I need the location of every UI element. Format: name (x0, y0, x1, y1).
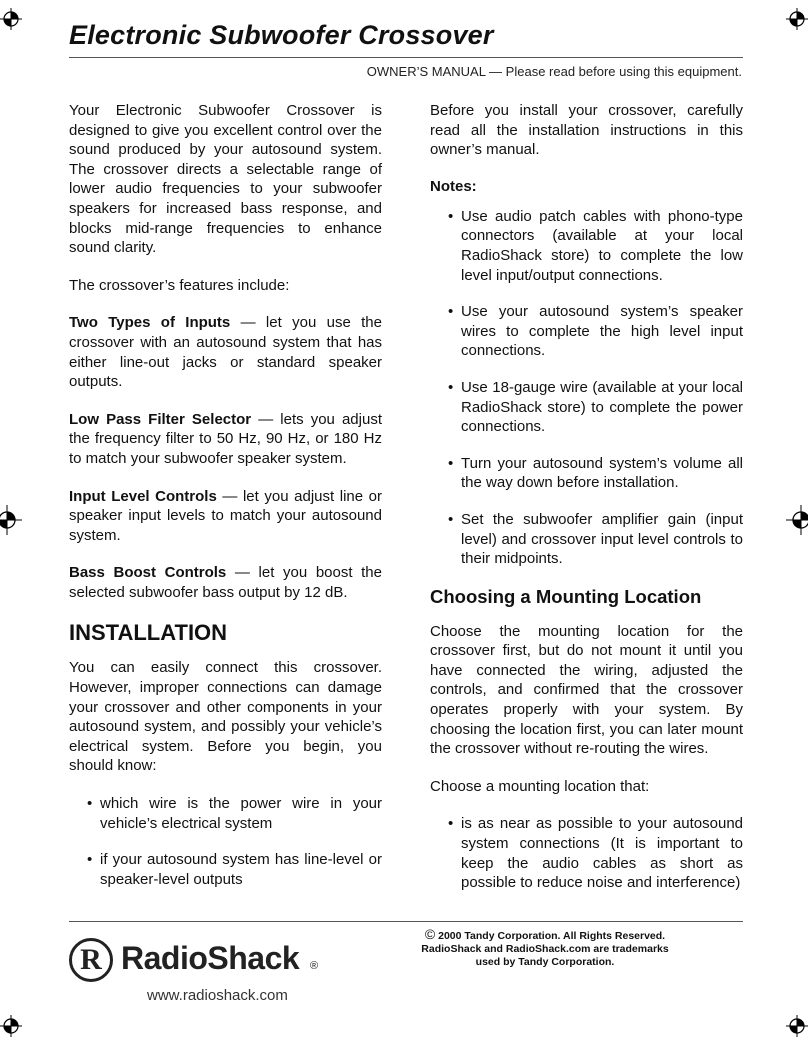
feature-lead: Low Pass Filter Selector (69, 410, 252, 428)
copyright-icon: © (424, 926, 436, 942)
notes-heading: Notes: (430, 177, 477, 195)
feature-lead: Two Types of Inputs (69, 314, 231, 332)
registered-mark: ® (310, 960, 319, 972)
registration-mark-icon (0, 505, 22, 535)
page-title: Electronic Subwoofer Crossover (69, 20, 494, 50)
registration-mark-icon (0, 8, 22, 30)
bullet-icon: • (448, 303, 454, 321)
registration-mark-icon (786, 1015, 808, 1037)
header-rule (69, 57, 743, 58)
bullet-icon: • (448, 207, 454, 225)
list-item: • if your autosound system has line-level or speaker-level outputs (87, 851, 382, 888)
mounting-paragraph: Choose the mounting location for the crossover first, but do not mount it until you have connected the wiring, adjusted the controls, and confirmed that the crossover operates properly with your system. By choosing the location first, you can later mount the crossover without re-routing the wires. (430, 622, 743, 758)
left-column (69, 101, 382, 906)
legal-notice (410, 928, 680, 969)
intro-paragraph: Your Electronic Subwoofer Crossover is designed to give you excellent control over the sound produced by your autosound system. The crossover directs a selectable range of lower audio frequencies to your subwoofer speakers for increased bass response, and blocks mid-range frequencies to enhance sound clarity. (69, 102, 382, 257)
bullet-icon: • (87, 795, 93, 813)
registration-mark-icon (786, 8, 808, 30)
copyright-line: © 2000 Tandy Corporation. All Rights Reserved. (424, 926, 666, 942)
list-item: • is as near as possible to your autosound system connections (It is important to keep the audio cables as short as possible to reduce noise and interference) (448, 815, 743, 892)
bullet-icon: • (448, 815, 454, 833)
radioshack-r-icon: R (69, 938, 113, 982)
list-item: • Use audio patch cables with phono-type connectors (available at your local RadioShack store) to complete the low level input/output connections. (448, 207, 743, 284)
page-subtitle: OWNER’S MANUAL — Please read before using this equipment. (366, 64, 742, 79)
know-list (69, 794, 382, 889)
mounting-heading: Choosing a Mounting Location (430, 585, 702, 607)
list-item: • Turn your autosound system’s volume all the way down before installation. (448, 454, 743, 492)
radioshack-logo (69, 934, 329, 1004)
feature-text: — lets you adjust the frequency filter to 50 Hz, 90 Hz, or 180 Hz to match your subwoofer speaker system. (69, 410, 382, 467)
footer-rule (69, 921, 743, 922)
logo-url: www.radioshack.com (147, 987, 288, 1004)
right-column (430, 101, 743, 910)
before-paragraph: Before you install your crossover, carefully read all the installation instructions in this owner’s manual. (430, 102, 743, 159)
registration-mark-icon (786, 505, 808, 535)
feature-paragraph (69, 410, 382, 469)
feature-text: — let you boost the selected subwoofer bass output by 12 dB. (69, 564, 382, 601)
features-intro: The crossover’s features include: (69, 276, 290, 294)
notes-list (430, 207, 743, 569)
installation-paragraph: You can easily connect this crossover. However, improper connections can damage your crossover and other components in your autosound system, and possibly your vehicle’s electrical system. Before you begin, you should know: (69, 659, 382, 775)
feature-paragraph (69, 487, 382, 546)
bullet-icon: • (87, 851, 93, 869)
mounting-intro: Choose a mounting location that: (430, 777, 650, 795)
registration-mark-icon (0, 1015, 22, 1037)
feature-text: — let you use the crossover with an autosound system that has either line-out jacks or standard speaker outputs. (69, 314, 382, 391)
feature-paragraph (69, 313, 382, 391)
bullet-icon: • (448, 454, 454, 472)
logo-name: RadioShack (121, 940, 300, 976)
list-item: • Use your autosound system’s speaker wires to complete the high level input connections. (448, 303, 743, 360)
mounting-list (430, 814, 743, 892)
bullet-icon: • (448, 510, 454, 528)
list-item: • Set the subwoofer amplifier gain (input level) and crossover input level controls to their midpoints. (448, 510, 743, 568)
feature-paragraph (69, 563, 382, 602)
trademark-line: used by Tandy Corporation. (475, 956, 615, 968)
feature-lead: Bass Boost Controls (69, 564, 227, 582)
list-item: • which wire is the power wire in your vehicle’s electrical system (87, 795, 382, 832)
feature-text: — let you adjust line or speaker input levels to match your autosound system. (69, 487, 382, 544)
installation-heading: INSTALLATION (69, 620, 228, 646)
feature-lead: Input Level Controls (69, 487, 217, 505)
bullet-icon: • (448, 378, 454, 396)
trademark-line: RadioShack and RadioShack.com are trademarks (421, 943, 669, 955)
list-item: • Use 18-gauge wire (available at your local RadioShack store) to complete the power connections. (448, 378, 743, 436)
